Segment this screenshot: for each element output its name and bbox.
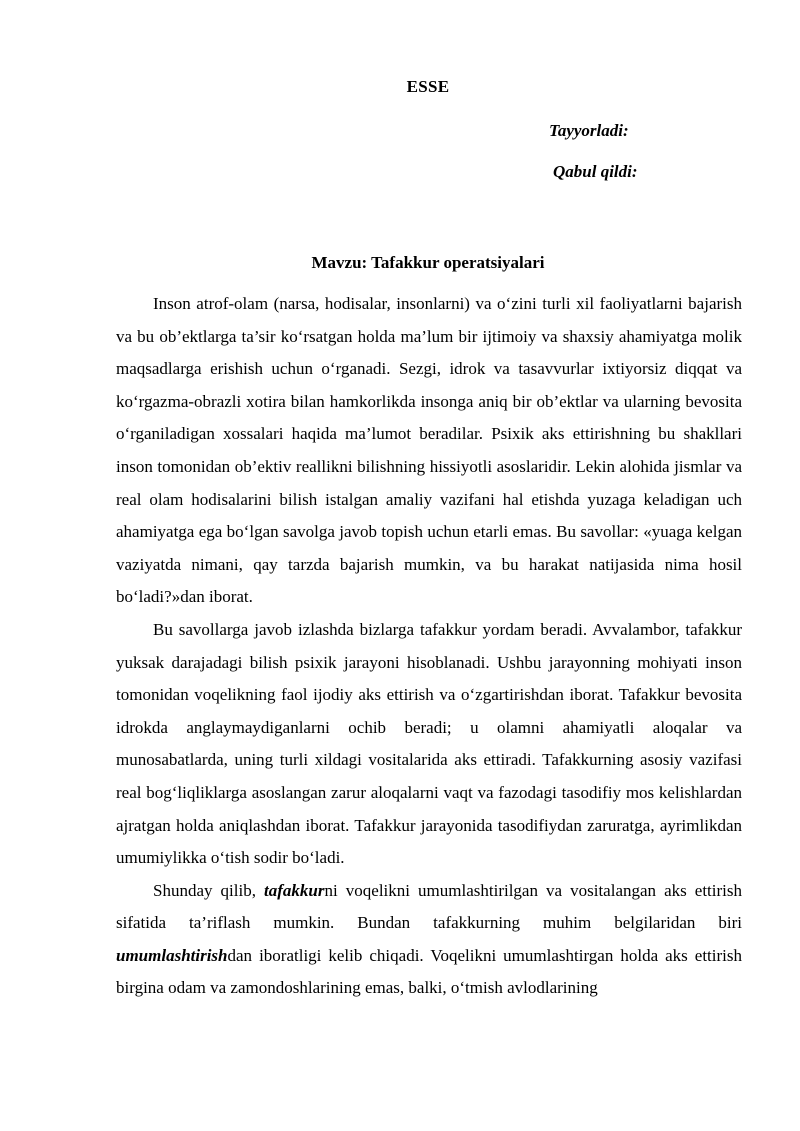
paragraph-3-part-2: ni voqelikni umumlashtirilgan va vositalangan aks ettirish sifatida ta’riflash mumkin. Bundan tafakkurning muhim belgilaridan biri bbox=[116, 880, 743, 933]
paragraph-1: Inson atrof-olam (narsa, hodisalar, insonlarni) va o‘zini turli xil faoliyatlarni bajarish va bu ob’ektlarga ta’sir ko‘rsatgan holda ma’lum bir ijtimoiy va shaxsiy ahamiyatga molik maqsadlarga erishish uchun o‘rganadi. Sezgi, idrok va tasavvurlar ixtiyorsiz diqqat va ko‘rgazma-obrazli xotira bilan hamkorlikda insonga aniq bir ob’ektlar va ularning bevosita o‘rganiladigan xossalari haqida ma’lumot beradilar. Psixik aks ettirishning bu shakllari inson tomonidan ob’ektiv reallikni bilishning hissiyotli asoslaridir. Lekin alohida jismlar va real olam hodisalarini bilish istalgan amaliy vazifani hal etishda yuzaga keladigan uch ahamiyatga ega bo‘lgan savolga javob topish uchun etarli emas. Bu savollar: «yuaga kelgan vaziyatda nimani, qay tarzda bajarish mumkin, va bu harakat natijasida nima hosil bo‘ladi?»dan iborat. bbox=[116, 294, 742, 607]
term-umumlashtirish: umumlashtirish bbox=[116, 945, 228, 965]
paragraph-2: Bu savollarga javob izlashda bizlarga tafakkur yordam beradi. Avvalambor, tafakkur yuksak darajadagi bilish psixik jarayoni hisoblanadi. Ushbu jarayonning mohiyati inson tomonidan voqelikning faol ijodiy aks ettirish va o‘zgartirishdan iborat. Tafakkur bevosita idrokda anglaymaydiganlarni ochib beradi; u olamni ahamiyatli aloqalar va munosabatlarda, uning turli xildagi vositalarida aks ettiradi. Tafakkurning asosiy vazifasi real bog‘liqliklarga asoslangan zarur aloqalarni vaqt va fazodagi tasodifiy mos kelishlardan ajratgan holda aniqlashdan iborat. Tafakkur jarayonida tasodifiydan zaruratga, ayrimlikdan umumiylikka o‘tish sodir bo‘ladi. bbox=[116, 619, 742, 868]
accepted-by-label: Qabul qildi: bbox=[553, 162, 638, 181]
document-title: ESSE bbox=[406, 77, 450, 96]
topic-heading: Mavzu: Tafakkur operatsiyalari bbox=[311, 253, 545, 272]
paragraph-3 bbox=[116, 875, 742, 1005]
document-body bbox=[116, 288, 742, 1005]
term-tafakkur: tafakkur bbox=[264, 880, 325, 900]
paragraph-3-part-1: Shunday qilib, bbox=[153, 880, 265, 900]
paragraph-3-part-3: dan iboratligi kelib chiqadi. Voqelikni umumlashtirgan holda aks ettirish birgina odam va zamondoshlarining emas, balki, o‘tmish avlodlarining bbox=[116, 945, 742, 998]
prepared-by-label: Tayyorladi: bbox=[549, 121, 629, 140]
